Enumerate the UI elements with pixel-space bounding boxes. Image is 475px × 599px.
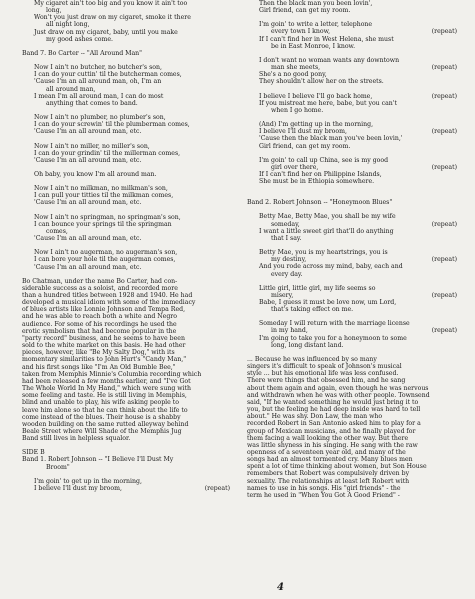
text-line [247, 335, 457, 342]
text-line [22, 485, 230, 492]
line-text: every town I know, [271, 28, 331, 36]
text-line [22, 214, 230, 221]
text-line [22, 242, 230, 249]
repeat-marker: (repeat) [431, 291, 457, 299]
text-line [22, 143, 230, 150]
text-line [22, 235, 230, 242]
line-text: 'Cause then the black man you've been lovin,' [259, 135, 403, 143]
text-line [247, 428, 457, 435]
line-text: you, but the feeling he had deep inside was hard to tell [247, 406, 421, 414]
line-text: They shouldn't allow her on the streets. [259, 78, 384, 86]
text-line [247, 263, 457, 270]
text-line [247, 228, 457, 235]
line-text: man she meets, [271, 64, 321, 72]
line-text: I can do your grindin' til the millerman comes, [34, 149, 181, 157]
text-line [247, 164, 457, 171]
line-text: in my hand, [271, 327, 308, 335]
text-line [247, 143, 457, 150]
text-line [22, 199, 230, 206]
text-line [22, 121, 230, 128]
line-text: My cigaret ain't too big and you know it ain't too [34, 0, 188, 7]
text-line [247, 413, 457, 420]
line-text: 'Cause I'm an all around man, etc. [34, 235, 142, 243]
text-line [22, 421, 230, 428]
text-line [22, 93, 230, 100]
line-text: I can bounce your springs til the springman [34, 220, 172, 228]
line-text: that's taking effect on me. [271, 306, 354, 314]
text-line [247, 342, 457, 349]
line-text: openness of a seventeen year old, and many of the [247, 448, 406, 456]
text-line [22, 64, 230, 71]
text-line [22, 78, 230, 85]
text-line [22, 292, 230, 299]
line-text: Now I ain't no milkman, no milkman's son, [34, 185, 168, 193]
text-line [247, 470, 457, 477]
line-text: I can pull your titties til the milkman comes, [34, 192, 174, 200]
text-line [247, 399, 457, 406]
text-line [247, 442, 457, 449]
line-text: She's a no good pony, [259, 71, 327, 79]
text-line [247, 349, 457, 356]
text-line [22, 57, 230, 64]
line-text: style ... but his emotional life was less confused. [247, 370, 399, 378]
line-text: "party record" business, and he seems to have been [22, 334, 185, 342]
line-text: Girl friend, can get my room. [259, 142, 351, 150]
text-line [22, 192, 230, 199]
line-text: I'm goin' to call up China, see is my good [259, 156, 389, 164]
text-line [22, 271, 230, 278]
text-line [247, 313, 457, 320]
line-text: when I go home. [271, 106, 324, 114]
text-line [22, 14, 230, 21]
line-text: Band 2. Robert Johnson -- "Honeymoon Blues" [247, 199, 393, 207]
text-line [247, 36, 457, 43]
text-line [247, 485, 457, 492]
text-line [247, 377, 457, 384]
text-line [247, 406, 457, 413]
text-line [247, 199, 457, 206]
line-text: I can do your cuttin' til the butcherman comes, [34, 71, 182, 79]
text-line [22, 392, 230, 399]
line-text: Band still lives in helpless squalor. [22, 435, 131, 443]
line-text: Now I ain't no augerman, no augerman's son, [34, 249, 178, 257]
text-line [247, 135, 457, 142]
line-text: about." He was shy. Don Law, the man who [247, 413, 383, 421]
text-line [247, 71, 457, 78]
text-line [22, 249, 230, 256]
line-text: all night long, [46, 21, 90, 29]
text-line [22, 306, 230, 313]
line-text: audience. For some of his recordings he used the [22, 320, 177, 328]
text-line [22, 164, 230, 171]
line-text: spent a lot of time thinking about women, but Son House [247, 463, 427, 471]
repeat-marker: (repeat) [431, 28, 457, 36]
text-line [247, 492, 457, 499]
line-text: Won't you just draw on my cigaret, smoke it there [34, 14, 191, 22]
text-line [247, 7, 457, 14]
text-line [247, 213, 457, 220]
line-text: misery, [271, 291, 294, 299]
text-line [247, 256, 457, 263]
line-text: ... Because he was influenced by so many [247, 355, 377, 363]
text-line [22, 128, 230, 135]
line-text: 'Cause I'm an all around man, etc. [34, 263, 142, 271]
text-line [22, 100, 230, 107]
line-text: some feeling and taste. He is still living in Memphis, [22, 392, 187, 400]
line-text: Oh baby, you know I'm all around man. [34, 170, 157, 178]
repeat-marker: (repeat) [431, 128, 457, 136]
line-text: Now I ain't no plumber, no plumber's son, [34, 114, 166, 122]
text-line [22, 435, 230, 442]
text-line [247, 420, 457, 427]
text-line [22, 428, 230, 435]
line-text: erotic symbolism that had become popular in the [22, 327, 177, 335]
text-line [22, 185, 230, 192]
line-text: I'm goin' to write a letter, telephone [259, 21, 373, 29]
line-text: Band 1. Robert Johnson -- "I Believe I'll Dust My [22, 456, 174, 464]
line-text: siderable success as a soloist, and recorded more [22, 284, 178, 292]
line-text: said, "If he wanted something he would just bring it to [247, 398, 419, 406]
line-text: I mean I'm all around man, I can do most [34, 92, 164, 100]
text-line [22, 456, 230, 463]
line-text: and withdrawn when he was with other people. Townsend [247, 391, 430, 399]
text-line [22, 342, 230, 349]
line-text: Babe, I guess it must be love now, um Lord, [259, 299, 397, 306]
text-line [247, 356, 457, 363]
text-line [247, 271, 457, 278]
text-line [22, 407, 230, 414]
line-text: pieces, however, like "Be My Salty Dog," with its [22, 349, 175, 357]
line-text: and his first songs like "I'm An Old Bumble Bee," [22, 363, 176, 371]
page-number: 4 [277, 582, 284, 593]
text-line [22, 356, 230, 363]
text-line [247, 299, 457, 306]
text-line [22, 371, 230, 378]
line-text: Band 7. Bo Carter -- "All Around Man" [22, 49, 143, 57]
line-text: remembers that Robert was compulsively driven by [247, 470, 410, 478]
line-text: Little girl, little girl, my life seems so [259, 284, 376, 292]
line-text: Bo Chatman, under the name Bo Carter, had con- [22, 277, 178, 285]
line-text: anything that comes to band. [46, 99, 138, 107]
text-line [22, 50, 230, 57]
line-text: recorded Robert in San Antonio asked him to play for a [247, 420, 421, 428]
text-line [22, 264, 230, 271]
text-line [247, 57, 457, 64]
text-line [22, 228, 230, 235]
text-line [247, 150, 457, 157]
line-text: The Whole World In My Hand," which were sung with [22, 385, 191, 393]
line-text: I believe I'll dust my broom, [259, 128, 347, 136]
text-line [247, 185, 457, 192]
text-line [247, 21, 457, 28]
line-text: had been released a few months earlier, and "I've Got [22, 377, 191, 385]
line-text: Broom" [46, 463, 70, 471]
text-line [247, 306, 457, 313]
text-line [22, 7, 230, 14]
text-line [247, 435, 457, 442]
text-line [22, 36, 230, 43]
line-text: And you rode across my mind, baby, each and [259, 263, 403, 271]
text-line [247, 463, 457, 470]
text-line [247, 449, 457, 456]
line-text: 'Cause I'm an all around man, etc. [34, 156, 142, 164]
line-text: She must be in Ethiopia somewhere. [259, 178, 375, 186]
text-line [247, 64, 457, 71]
line-text: Someday I will return with the marriage license [259, 320, 410, 328]
line-text: term he used in "When You Got A Good Friend" - [247, 491, 400, 499]
line-text: I want a little sweet girl that'll do anything [259, 227, 394, 235]
line-text: Now I ain't no butcher, no butcher's son, [34, 64, 162, 72]
repeat-marker: (repeat) [431, 220, 457, 228]
repeat-marker: (repeat) [431, 256, 457, 264]
repeat-marker: (repeat) [431, 92, 457, 100]
text-line [22, 399, 230, 406]
line-text: developed a musical idiom with some of the immediacy [22, 299, 196, 307]
text-line [247, 327, 457, 334]
text-line [22, 414, 230, 421]
text-line [22, 171, 230, 178]
text-line [247, 114, 457, 121]
line-text: Betty Mae, you is my heartstrings, you is [259, 249, 388, 257]
text-line [247, 235, 457, 242]
line-text: I don't want no woman wants any downtown [259, 56, 400, 64]
line-text: names to use in his songs. His "girl friends" - the [247, 484, 401, 492]
line-text: If I can't find her on Philippine Islands, [259, 170, 382, 178]
line-text: come instead of the blues. Their house is a shabby [22, 413, 181, 421]
line-text: Just draw on my cigaret, baby, until you make [34, 28, 178, 36]
text-line [22, 335, 230, 342]
text-line [247, 178, 457, 185]
line-text: long, long distant land. [271, 341, 344, 349]
text-line [247, 93, 457, 100]
text-line [247, 385, 457, 392]
text-line [22, 328, 230, 335]
line-text: was little shyness in his singing. He sang with the raw [247, 441, 418, 449]
line-text: wooden building on the same rutted alleyway behind [22, 420, 189, 428]
text-line [22, 114, 230, 121]
text-line [22, 313, 230, 320]
line-text: my destiny, [271, 256, 307, 264]
line-text: If you mistreat me here, babe, but you can't [259, 99, 397, 107]
line-text: singers it's difficult to speak of Johnson's musical [247, 363, 402, 371]
line-text: them facing a wall looking the other way. But there [247, 434, 409, 442]
text-line [247, 192, 457, 199]
line-text: If I can't find her in West Helena, she must [259, 35, 394, 43]
text-line [247, 171, 457, 178]
line-text: that I say. [271, 234, 302, 242]
text-line [22, 478, 230, 485]
line-text: long, [46, 7, 62, 15]
line-text: Then the black man you been lovin', [259, 0, 373, 7]
text-line [247, 121, 457, 128]
text-line [22, 278, 230, 285]
text-line [247, 478, 457, 485]
text-line [22, 21, 230, 28]
line-text: and he was able to reach both a white and Negro [22, 313, 177, 321]
line-text: 'Cause I'm an all around man, etc. [34, 128, 142, 136]
text-line [22, 157, 230, 164]
text-line [247, 28, 457, 35]
line-text: than a hundred titles between 1928 and 1940. He had [22, 292, 193, 299]
text-line [247, 14, 457, 21]
line-text: SIDE B [22, 449, 45, 457]
text-line [22, 385, 230, 392]
line-text: 'Cause I'm an all around man, oh, I'm an [34, 78, 162, 86]
left-column [22, 0, 230, 492]
line-text: There were things that obsessed him, and he sang [247, 377, 406, 385]
text-line [22, 378, 230, 385]
text-line [247, 128, 457, 135]
line-text: momentary similarities to John Hurt's "Candy Man," [22, 356, 187, 364]
text-line [22, 299, 230, 306]
text-line [22, 29, 230, 36]
text-line [247, 157, 457, 164]
text-line [22, 0, 230, 7]
repeat-marker: (repeat) [431, 327, 457, 335]
text-line [247, 278, 457, 285]
text-line [22, 86, 230, 93]
text-line [247, 285, 457, 292]
text-line [247, 242, 457, 249]
text-line [22, 178, 230, 185]
text-line [22, 285, 230, 292]
text-line [22, 321, 230, 328]
line-text: about them again and again, even though he was nervous [247, 384, 429, 392]
text-line [247, 107, 457, 114]
text-line [247, 206, 457, 213]
text-line [247, 100, 457, 107]
line-text: Beale Street where Will Shade of the Memphis Jug [22, 427, 182, 435]
text-line [247, 249, 457, 256]
text-line [22, 136, 230, 143]
line-text: I believe I'll dust my broom, [34, 484, 122, 492]
text-line [22, 471, 230, 478]
line-text: Girl friend, can get my room. [259, 7, 351, 15]
text-line [22, 464, 230, 471]
text-line [22, 256, 230, 263]
text-line [22, 349, 230, 356]
text-line [22, 107, 230, 114]
line-text: taken from Memphis Minnie's Columbia recording which [22, 370, 202, 378]
text-line [247, 292, 457, 299]
text-line [247, 456, 457, 463]
line-text: comes, [46, 227, 68, 235]
line-text: every day. [271, 270, 303, 278]
repeat-marker: (repeat) [431, 64, 457, 72]
line-text: I can do your screwin' til the plumberman comes, [34, 121, 190, 129]
line-text: be in East Monroe, I know. [271, 42, 356, 50]
line-text: I'm going to take you for a honeymoon to some [259, 334, 407, 342]
text-line [247, 221, 457, 228]
line-text: sexuality. The relationships at least left Robert with [247, 477, 410, 485]
line-text: I can bore your hole til the augerman comes, [34, 256, 176, 264]
repeat-marker: (repeat) [204, 484, 230, 492]
line-text: my good ashes come. [46, 35, 114, 43]
text-line [22, 71, 230, 78]
right-column [247, 0, 457, 499]
repeat-marker: (repeat) [431, 163, 457, 171]
line-text: someday, [271, 220, 300, 228]
text-line [247, 50, 457, 57]
line-text: group of Mexican musicians, and he finally played for [247, 427, 416, 435]
line-text: I believe I believe I'll go back home, [259, 92, 373, 100]
line-text: 'Cause I'm an all around man, etc. [34, 199, 142, 207]
text-line [247, 363, 457, 370]
text-line [22, 449, 230, 456]
text-line [22, 221, 230, 228]
text-line [247, 392, 457, 399]
text-line [22, 442, 230, 449]
text-line [247, 0, 457, 7]
text-line [247, 320, 457, 327]
line-text: songs had an almost tormented cry. Many blues men [247, 456, 413, 464]
line-text: leave him alone so that he can think about the life to [22, 406, 188, 414]
text-line [247, 78, 457, 85]
text-line [247, 86, 457, 93]
line-text: sold to the white market on this basis. He had other [22, 342, 186, 350]
line-text: I'm goin' to get up in the morning, [34, 477, 142, 485]
line-text: (And) I'm getting up in the morning, [259, 121, 374, 129]
text-line [22, 364, 230, 371]
text-line [247, 43, 457, 50]
line-text: Betty Mae, Betty Mae, you shall be my wife [259, 213, 396, 221]
text-line [22, 43, 230, 50]
line-text: girl over there, [271, 163, 319, 171]
line-text: Now I ain't no springman, no springman's son, [34, 213, 181, 221]
text-line [22, 207, 230, 214]
line-text: Now I ain't no miller, no miller's son, [34, 142, 150, 150]
line-text: blind and unable to play, his wife asking people to [22, 399, 180, 407]
text-line [247, 370, 457, 377]
line-text: all around man, [46, 85, 96, 93]
text-line [22, 150, 230, 157]
line-text: of blues artists like Lonnie Johnson and Tempa Red, [22, 306, 186, 314]
